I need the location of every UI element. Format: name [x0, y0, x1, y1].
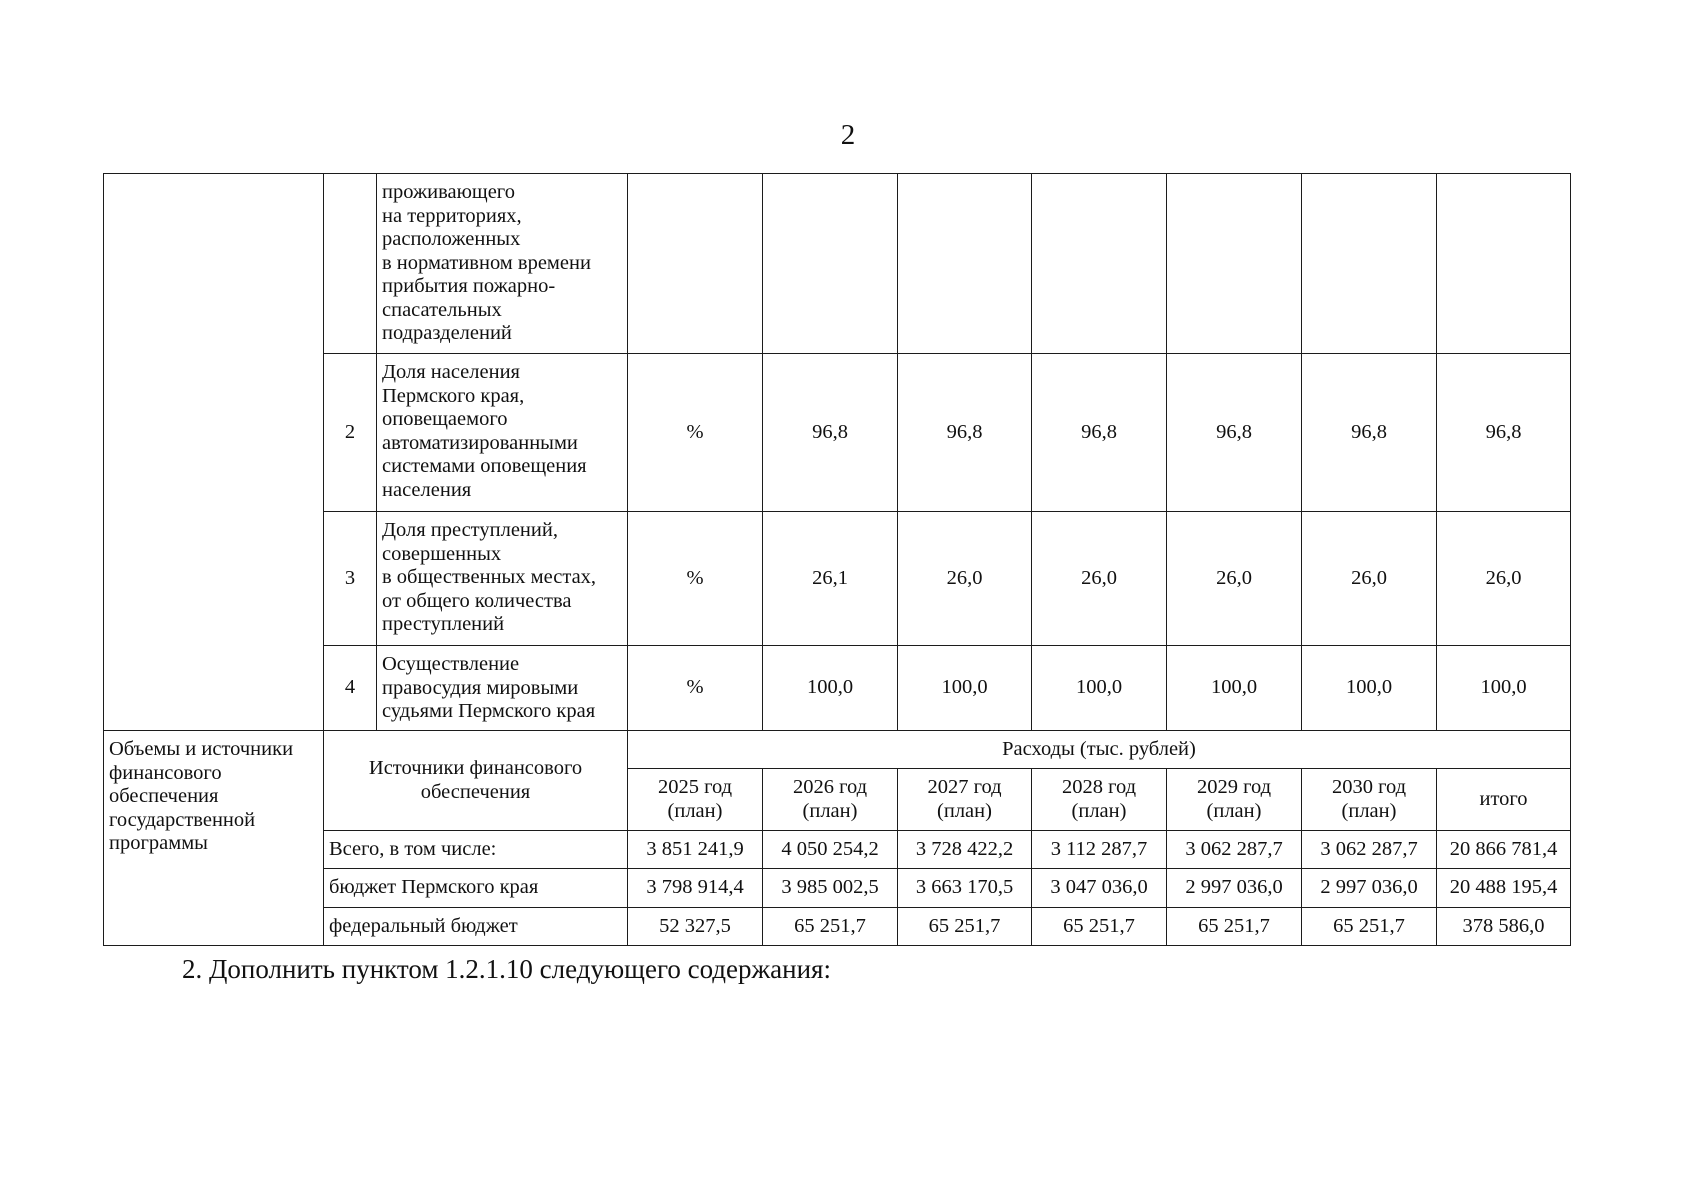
indicators-label-cell: [104, 174, 324, 731]
year-header: 2026 год (план): [763, 769, 898, 831]
indicator-value: 96,8: [1437, 354, 1571, 512]
indicator-name: проживающего на территориях, расположенных в нормативном времени прибытия пожарно- спасательных подразделений: [377, 174, 628, 354]
expenses-header: Расходы (тыс. рублей): [628, 731, 1571, 769]
indicator-value: 96,8: [1302, 354, 1437, 512]
amendment-paragraph: 2. Дополнить пунктом 1.2.1.10 следующего содержания:: [182, 954, 831, 984]
finance-value: 2 997 036,0: [1167, 869, 1302, 908]
indicator-value: 26,0: [1437, 512, 1571, 646]
indicator-value: 26,0: [898, 512, 1032, 646]
indicator-number: 4: [324, 646, 377, 731]
year-header: 2027 год (план): [898, 769, 1032, 831]
finance-value: 65 251,7: [898, 908, 1032, 946]
finance-value: 65 251,7: [1302, 908, 1437, 946]
indicator-number: [324, 174, 377, 354]
indicator-value: 100,0: [898, 646, 1032, 731]
finance-value: 3 047 036,0: [1032, 869, 1167, 908]
finance-source: федеральный бюджет: [324, 908, 628, 946]
indicator-value: [763, 174, 898, 354]
total-header: итого: [1437, 769, 1571, 831]
indicator-unit: [628, 174, 763, 354]
indicator-value: 26,0: [1032, 512, 1167, 646]
finance-value: 3 985 002,5: [763, 869, 898, 908]
finance-value: 378 586,0: [1437, 908, 1571, 946]
finance-value: 65 251,7: [763, 908, 898, 946]
indicator-number: 2: [324, 354, 377, 512]
table-row: [104, 908, 1571, 946]
indicator-unit: %: [628, 354, 763, 512]
table-row: [104, 831, 1571, 869]
indicator-name: Доля преступлений, совершенных в общественных местах, от общего количества преступлений: [377, 512, 628, 646]
indicator-value: [1167, 174, 1302, 354]
indicator-value: [898, 174, 1032, 354]
year-header: 2025 год (план): [628, 769, 763, 831]
table-row: [104, 869, 1571, 908]
indicator-value: 100,0: [763, 646, 898, 731]
indicator-value: 100,0: [1437, 646, 1571, 731]
indicator-value: 96,8: [763, 354, 898, 512]
table-row: [104, 354, 1571, 512]
finance-value: 3 851 241,9: [628, 831, 763, 869]
indicator-name: Осуществление правосудия мировыми судьями Пермского края: [377, 646, 628, 731]
finance-value: 20 488 195,4: [1437, 869, 1571, 908]
finance-value: 3 062 287,7: [1167, 831, 1302, 869]
finance-value: 4 050 254,2: [763, 831, 898, 869]
indicator-unit: %: [628, 646, 763, 731]
table-row: [104, 646, 1571, 731]
page-number: 2: [840, 119, 856, 151]
table-row: [104, 512, 1571, 646]
finance-value: 3 728 422,2: [898, 831, 1032, 869]
finance-value: 3 112 287,7: [1032, 831, 1167, 869]
indicator-number: 3: [324, 512, 377, 646]
indicator-value: 100,0: [1302, 646, 1437, 731]
indicator-value: 26,1: [763, 512, 898, 646]
finance-value: 3 663 170,5: [898, 869, 1032, 908]
year-header: 2030 год (план): [1302, 769, 1437, 831]
indicator-value: 96,8: [1032, 354, 1167, 512]
finance-source: бюджет Пермского края: [324, 869, 628, 908]
indicator-value: 26,0: [1167, 512, 1302, 646]
indicator-value: 100,0: [1032, 646, 1167, 731]
indicator-value: 96,8: [1167, 354, 1302, 512]
program-passport-table: [103, 173, 1571, 946]
indicator-unit: %: [628, 512, 763, 646]
table-row: [104, 174, 1571, 354]
table-row: [104, 731, 1571, 769]
indicator-value: 96,8: [898, 354, 1032, 512]
year-header: 2029 год (план): [1167, 769, 1302, 831]
finance-label: Объемы и источники финансового обеспечения государственной программы: [104, 731, 324, 946]
indicator-value: 100,0: [1167, 646, 1302, 731]
year-header: 2028 год (план): [1032, 769, 1167, 831]
finance-value: 3 798 914,4: [628, 869, 763, 908]
indicator-value: [1032, 174, 1167, 354]
finance-value: 2 997 036,0: [1302, 869, 1437, 908]
indicator-value: [1302, 174, 1437, 354]
finance-source: Всего, в том числе:: [324, 831, 628, 869]
finance-value: 65 251,7: [1167, 908, 1302, 946]
sources-header: Источники финансового обеспечения: [324, 731, 628, 831]
finance-value: 3 062 287,7: [1302, 831, 1437, 869]
finance-value: 52 327,5: [628, 908, 763, 946]
finance-value: 65 251,7: [1032, 908, 1167, 946]
finance-value: 20 866 781,4: [1437, 831, 1571, 869]
indicator-value: [1437, 174, 1571, 354]
indicator-name: Доля населения Пермского края, оповещаемого автоматизированными системами оповещения населения: [377, 354, 628, 512]
indicator-value: 26,0: [1302, 512, 1437, 646]
